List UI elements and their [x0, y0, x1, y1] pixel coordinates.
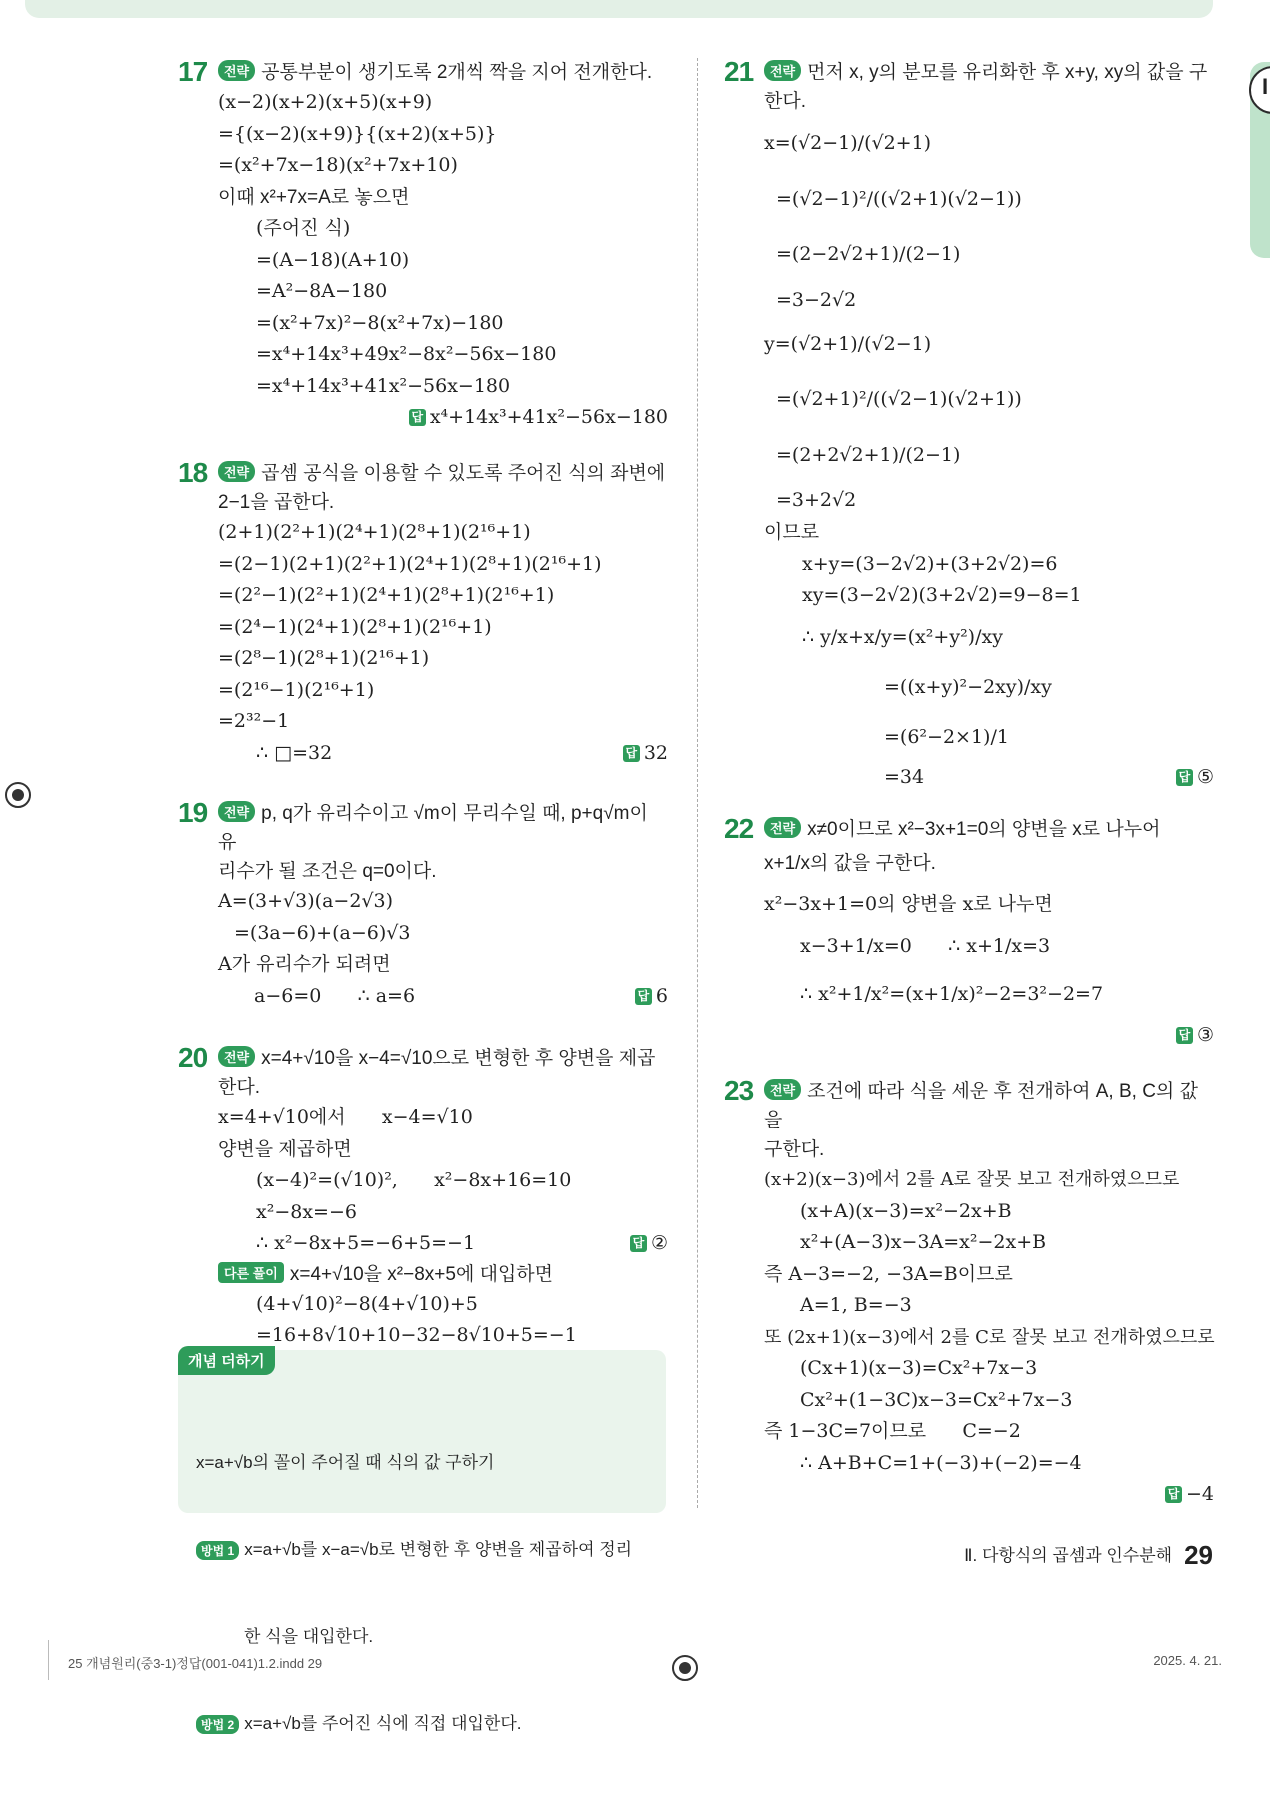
- solution-line: =(A−18)(A+10): [256, 248, 410, 271]
- solution-line: (x−2)(x+2)(x+5)(x+9): [218, 91, 433, 113]
- answer: [724, 1020, 1214, 1051]
- solution-line: a−6=0 ∴ a=6: [254, 984, 416, 1007]
- solution-line: =(2−1)(2+1)(2²+1)(2⁴+1)(2⁸+1)(2¹⁶+1): [218, 552, 602, 575]
- solution-line: A=1, B=−3: [800, 1294, 912, 1316]
- solution-line: 또 (2x+1)(x−3)에서 2를 C로 잘못 보고 전개하였으므로: [764, 1326, 1215, 1348]
- solution-line: =(x²+7x−18)(x²+7x+10): [218, 154, 458, 176]
- problem-number: 17: [178, 56, 208, 87]
- solution-line: =(x²+7x)²−8(x²+7x)−180: [256, 311, 504, 334]
- solution-line: =x⁴+14x³+41x²−56x−180: [256, 374, 511, 397]
- right-column: [724, 58, 1214, 1510]
- problem-20: [178, 1044, 668, 1352]
- alt-solution-badge: 다른 풀이: [218, 1262, 284, 1283]
- strategy-badge: 전략: [218, 60, 255, 81]
- solution-line: A가 유리수가 되려면: [218, 953, 391, 975]
- answer: [630, 1228, 668, 1259]
- solution-line: (주어진 식): [256, 217, 351, 239]
- concept-method-1-cont: 한 식을 대입한다.: [244, 1627, 374, 1646]
- strategy-line-2: 구한다.: [764, 1139, 825, 1160]
- strategy-line: [218, 799, 668, 857]
- alt-solution-text: x=4+√10을 x²−8x+5에 대입하면: [289, 1263, 554, 1285]
- final-row: [178, 738, 668, 770]
- answer: [1176, 762, 1214, 793]
- solution-line: =(2−2√2+1)/(2−1): [776, 243, 961, 265]
- strategy-text: x≠0이므로 x²−3x+1=0의 양변을 x로 나누어: [807, 819, 1161, 840]
- answer: [724, 1479, 1214, 1510]
- answer: [623, 738, 668, 769]
- solution-line: =(√2−1)²/((√2+1)(√2−1)): [776, 187, 1022, 210]
- problem-number: 20: [178, 1042, 208, 1073]
- chapter-tab-label: I: [1262, 74, 1269, 99]
- problem-number: 21: [724, 56, 754, 87]
- strategy-text: x=4+√10을 x−4=√10으로 변형한 후 양변을 제곱: [261, 1048, 656, 1069]
- method-tag: 방법 1: [196, 1541, 239, 1560]
- concept-body: [196, 1390, 632, 1796]
- solution-line: x=(√2−1)/(√2+1): [764, 132, 932, 154]
- method-text: x=a+√b를 주어진 식에 직접 대입한다.: [244, 1714, 522, 1733]
- final-row: [178, 1228, 668, 1260]
- problem-number: 22: [724, 813, 754, 844]
- solution-line: =(2²−1)(2²+1)(2⁴+1)(2⁸+1)(2¹⁶+1): [218, 584, 555, 606]
- section-title: Ⅱ. 다항식의 곱셈과 인수분해: [964, 1546, 1173, 1565]
- solution-line: y=(√2+1)/(√2−1): [764, 332, 932, 355]
- solution-line: 즉 1−3C=7이므로 C=−2: [764, 1420, 1021, 1442]
- solution-line: =(2⁸−1)(2⁸+1)(2¹⁶+1): [218, 647, 430, 669]
- solution-line: ∴ x²+1/x²=(x+1/x)²−2=3²−2=7: [800, 983, 1104, 1005]
- solution-line: =((x+y)²−2xy)/xy: [884, 675, 1052, 698]
- solution-line: =3−2√2: [776, 288, 857, 311]
- answer-value: 6: [655, 984, 668, 1007]
- strategy-badge: 전략: [764, 817, 801, 838]
- solution-line: =3+2√2: [776, 489, 857, 511]
- solution-line: =16+8√10+10−32−8√10+5=−1: [256, 1324, 577, 1346]
- answer-value: x⁴+14x³+41x²−56x−180: [429, 406, 668, 428]
- solution-line: x=4+√10에서 x−4=√10: [218, 1106, 473, 1128]
- solution-line: (4+√10)²−8(4+√10)+5: [256, 1292, 478, 1315]
- strategy-text: 조건에 따라 식을 세운 후 전개하여 A, B, C의 값을: [764, 1081, 1198, 1131]
- solution-line: =(3a−6)+(a−6)√3: [234, 921, 411, 944]
- solution-line: =2³²−1: [218, 710, 290, 732]
- registration-mark-icon: [5, 782, 31, 808]
- strategy-line-2: 리수가 될 조건은 q=0이다.: [218, 861, 437, 882]
- method-tag: 방법 2: [196, 1715, 239, 1734]
- strategy-text: 공통부분이 생기도록 2개씩 짝을 지어 전개한다.: [261, 62, 653, 83]
- strategy-line: [218, 459, 668, 488]
- strategy-line: [218, 58, 668, 87]
- answer-tag: 답: [409, 409, 426, 426]
- solution-line: 이므로: [764, 522, 820, 543]
- strategy-line-2: x+1/x의 값을 구한다.: [764, 853, 936, 874]
- concept-method-1: [196, 1535, 632, 1564]
- solution-line: ∴ A+B+C=1+(−3)+(−2)=−4: [800, 1451, 1082, 1474]
- print-date: 2025. 4. 21.: [1153, 1653, 1222, 1668]
- strategy-text: 곱셈 공식을 이용할 수 있도록 주어진 식의 좌변에: [261, 463, 666, 484]
- strategy-text: p, q가 유리수이고 √m이 무리수일 때, p+q√m이 유: [218, 803, 648, 853]
- problem-17: [178, 58, 668, 433]
- solution-line: ={(x−2)(x+9)}{(x+2)(x+5)}: [218, 122, 497, 145]
- strategy-badge: 전략: [764, 1079, 801, 1100]
- strategy-line: [764, 58, 1214, 87]
- registration-mark-icon: [672, 1655, 698, 1681]
- top-decor-bar: [25, 0, 1213, 18]
- answer-tag: 답: [623, 745, 640, 762]
- solution-line: =(2+2√2+1)/(2−1): [776, 443, 961, 466]
- problem-19: [178, 799, 668, 1012]
- solution-line: ∴ x²−8x+5=−6+5=−1: [256, 1232, 476, 1254]
- solution-line: x−3+1/x=0 ∴ x+1/x=3: [800, 935, 1051, 957]
- solution-line: =(6²−2×1)/1: [884, 725, 1009, 748]
- solution-line: (x−4)²=(√10)², x²−8x+16=10: [256, 1169, 572, 1191]
- answer-value: ③: [1196, 1024, 1214, 1046]
- solution-line: =34: [884, 765, 925, 788]
- answer: [178, 402, 668, 433]
- answer-value: ⑤: [1196, 765, 1214, 788]
- concept-tag: 개념 더하기: [178, 1346, 275, 1375]
- page-footer: [964, 1540, 1213, 1571]
- solution-line: =(2⁴−1)(2⁴+1)(2⁸+1)(2¹⁶+1): [218, 615, 492, 638]
- solution-line: 이때 x²+7x=A로 놓으면: [218, 186, 410, 208]
- problem-23: [724, 1077, 1214, 1510]
- file-info: 25 개념원리(중3-1)정답(001-041)1.2.indd 29: [68, 1656, 323, 1671]
- solution-line: ∴ y/x+x/y=(x²+y²)/xy: [802, 625, 1003, 648]
- answer: [635, 981, 668, 1012]
- strategy-line-2: 한다.: [764, 91, 806, 112]
- solution-line: 양변을 제곱하면: [218, 1138, 352, 1160]
- solution-line: =A²−8A−180: [256, 280, 388, 302]
- solution-line: =x⁴+14x³+49x²−8x²−56x−180: [256, 343, 557, 365]
- strategy-line: [764, 815, 1214, 844]
- method-text: x=a+√b를 x−a=√b로 변형한 후 양변을 제곱하여 정리: [244, 1540, 633, 1559]
- problem-number: 19: [178, 797, 208, 828]
- solution-line: x²−8x=−6: [256, 1200, 357, 1223]
- alt-solution-line: [218, 1260, 668, 1289]
- answer-tag: 답: [1165, 1486, 1182, 1503]
- footer-rule: [48, 1640, 49, 1680]
- strategy-line: [218, 1044, 668, 1073]
- final-row: [178, 981, 668, 1013]
- solution-line: Cx²+(1−3C)x−3=Cx²+7x−3: [800, 1388, 1073, 1411]
- strategy-badge: 전략: [218, 1046, 255, 1067]
- answer-tag: 답: [1176, 769, 1193, 786]
- problem-21: [724, 58, 1214, 793]
- solution-line: A=(3+√3)(a−2√3): [218, 890, 394, 912]
- fraction-block: [724, 116, 1214, 517]
- problem-18: [178, 459, 668, 769]
- solution-line: xy=(3−2√2)(3+2√2)=9−8=1: [802, 584, 1082, 606]
- solution-line: =(2¹⁶−1)(2¹⁶+1): [218, 678, 375, 701]
- answer-tag: 답: [1176, 1027, 1193, 1044]
- strategy-line: [764, 1077, 1214, 1135]
- left-column: [178, 58, 668, 1352]
- concept-method-2: [196, 1709, 632, 1738]
- strategy-badge: 전략: [218, 801, 255, 822]
- solution-line: (x+2)(x−3)에서 2를 A로 잘못 보고 전개하였으므로: [764, 1169, 1180, 1190]
- solution-line: x²+(A−3)x−3A=x²−2x+B: [800, 1231, 1047, 1253]
- answer-value: −4: [1185, 1483, 1214, 1505]
- problem-number: 23: [724, 1075, 754, 1106]
- strategy-line-2: 한다.: [218, 1077, 260, 1098]
- solution-line: x+y=(3−2√2)+(3+2√2)=6: [802, 552, 1058, 575]
- answer-tag: 답: [635, 988, 652, 1005]
- final-row: [724, 762, 1214, 794]
- column-divider: [697, 58, 698, 1508]
- strategy-badge: 전략: [764, 60, 801, 81]
- page-number: 29: [1184, 1540, 1213, 1570]
- concept-title: x=a+√b의 꼴이 주어질 때 식의 값 구하기: [196, 1453, 495, 1472]
- strategy-badge: 전략: [218, 461, 255, 482]
- problem-number: 18: [178, 457, 208, 488]
- strategy-line-2: 2−1을 곱한다.: [218, 492, 335, 513]
- strategy-text: 먼저 x, y의 분모를 유리화한 후 x+y, xy의 값을 구: [807, 62, 1208, 83]
- solution-line: ∴ □=32: [256, 741, 333, 764]
- problem-22: [724, 815, 1214, 1051]
- solution-line: (2+1)(2²+1)(2⁴+1)(2⁸+1)(2¹⁶+1): [218, 521, 531, 543]
- answer-tag: 답: [630, 1235, 647, 1252]
- solution-line: (x+A)(x−3)=x²−2x+B: [800, 1199, 1012, 1222]
- solution-line: 즉 A−3=−2, −3A=B이므로: [764, 1262, 1013, 1285]
- answer-value: ②: [650, 1232, 668, 1254]
- solution-line: (Cx+1)(x−3)=Cx²+7x−3: [800, 1357, 1038, 1379]
- answer-value: 32: [643, 741, 668, 764]
- solution-line: =(√2+1)²/((√2−1)(√2+1)): [776, 388, 1022, 410]
- solution-line: x²−3x+1=0의 양변을 x로 나누면: [764, 893, 1053, 915]
